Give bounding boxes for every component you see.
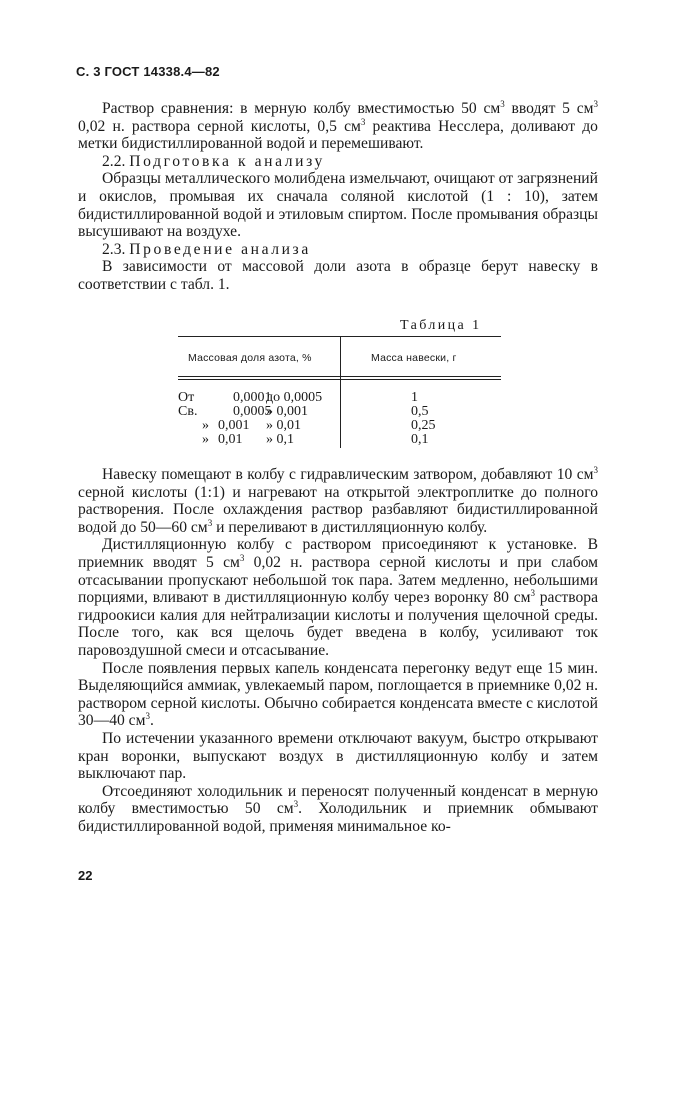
text-block-lower: [78, 466, 598, 835]
table-header-nitrogen-fraction: Массовая доля азота, %: [188, 352, 312, 364]
table-row: Св. 0,0005 » 0,001 0,5: [178, 404, 429, 419]
table-row: От 0,0001 до 0,0005 1: [178, 390, 418, 405]
section-heading-2-3: 2.3. Проведение анализа: [102, 240, 311, 258]
table-row: » 0,001 » 0,01 0,25: [202, 418, 436, 433]
paragraph-reference-solution: Раствор сравнения: в мерную колбу вместимостью 50 $см^3$ вводят 5 $см^3$ 0,02 н. раствора серной кислоты, 0,5 $см^3$ реактива Несслера, доливают до метки бидистиллированной водой и перемешивают.: [78, 99, 598, 153]
paragraph-dissolution: Навеску помещают в колбу с гидравлическим затвором, добавляют 10 $см^3$ серной кислоты (1:1) и нагревают на открытой электроплитке до полного растворения. После охлаждения раствор разбавляют бидистиллированной водой до 50—60 $см^3$ и переливают в дистилляционную колбу.: [78, 465, 598, 536]
paragraph-condensate: После появления первых капель конденсата перегонку ведут еще 15 мин. Выделяющийся аммиак, увлекаемый паром, поглощается в приемнике 0,02 н. раствором серной кислоты. Обычно собирается конденсата вместе с кислотой 30—40 $см^3$.: [78, 659, 598, 730]
table-row: » 0,01 » 0,1 0,1: [202, 432, 429, 447]
table-rule-header-2: [178, 379, 501, 380]
page-header: С. 3 ГОСТ 14338.4—82: [76, 64, 220, 79]
paragraph-sample-preparation: Образцы металлического молибдена измельчают, очищают от загрязнений и окислов, промывая их сначала соляной кислотой (1 : 10), затем бидистиллированной водой и этиловым спиртом. После промывания образцы высушивают на воздухе.: [78, 170, 598, 241]
text-block-upper: [78, 100, 598, 294]
paragraph-distillation: Дистилляционную колбу с раствором присоединяют к установке. В приемник вводят 5 $см^3$ 0,02 н. раствора серной кислоты и при слабом отсасывании пропускают небольшой ток пара. Затем медленно, небольшими порциями, вливают в дистилляционную колбу через воронку 80 $см^3$ раствора гидроокиси калия для нейтрализации кислоты и получения щелочной среды. После того, как вся щелочь будет введена в колбу, усиливают ток паровоздушной смеси и отсасывание.: [78, 536, 598, 659]
section-heading-2-2: 2.2. Подготовка к анализу: [102, 152, 325, 170]
paragraph-vacuum-off: По истечении указанного времени отключают вакуум, быстро открывают кран воронки, выпускают воздух в дистилляционную колбу и затем выключают пар.: [78, 729, 598, 783]
paragraph-mass-selection: В зависимости от массовой доли азота в образце берут навеску в соответствии с табл. 1.: [78, 258, 598, 293]
paragraph-transfer: Отсоединяют холодильник и переносят полученный конденсат в мерную колбу вместимостью 50 $см^3$. Холодильник и приемник обмывают бидистиллированной водой, применяя минимальное ко-: [78, 782, 598, 835]
page-number: 22: [78, 868, 93, 883]
table-rule-header-1: [178, 376, 501, 377]
table-header-sample-mass: Масса навески, г: [371, 352, 457, 364]
table-caption: Таблица 1: [400, 318, 482, 333]
